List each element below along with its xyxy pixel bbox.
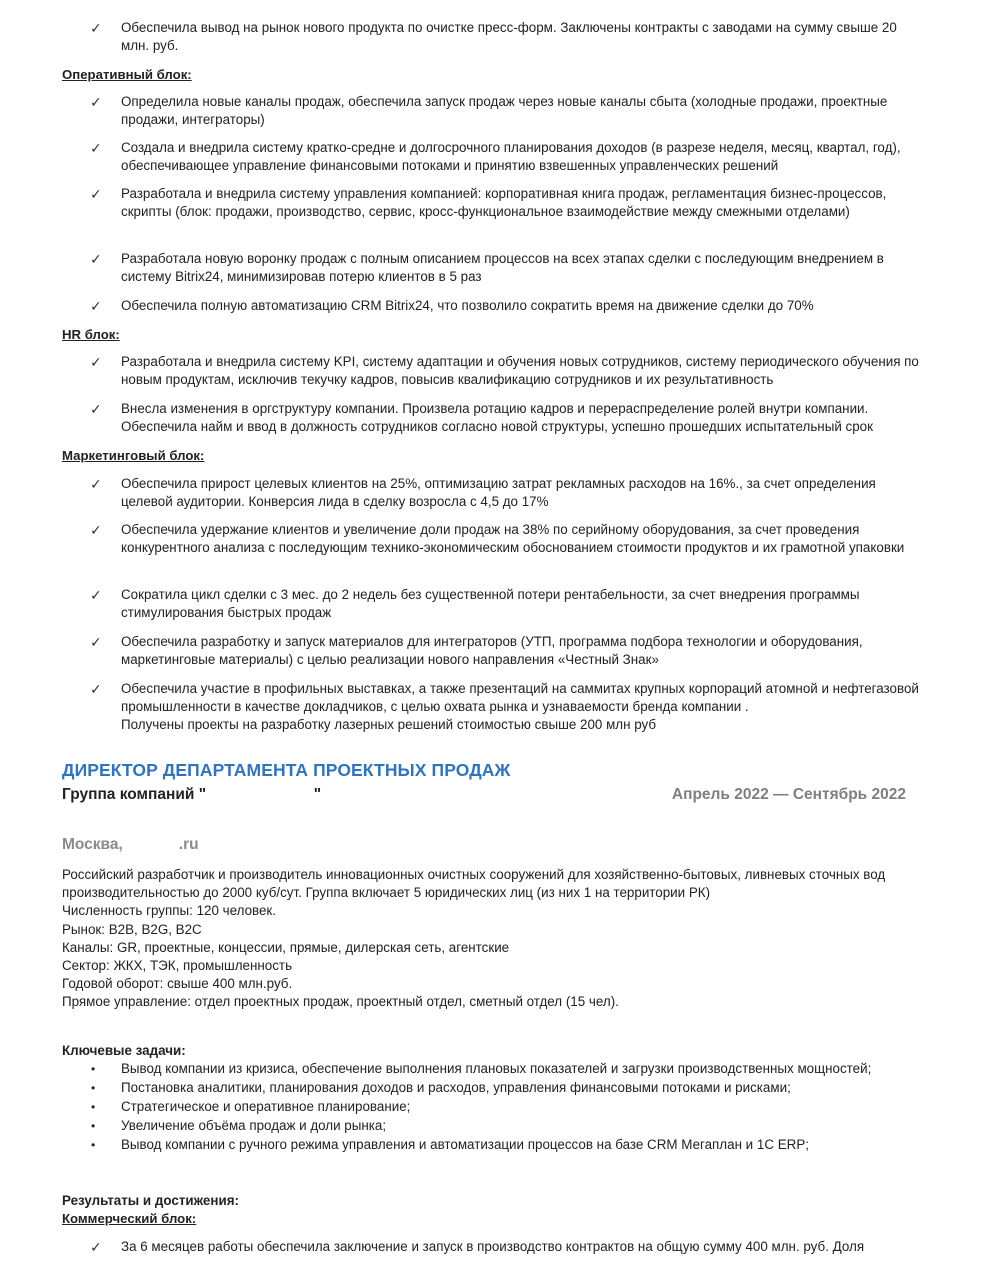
checkmark-icon: ✓ bbox=[90, 186, 102, 202]
list-item-text: Разработала новую воронку продаж с полным описанием процессов на всех этапах сделки с последующим внедрением в систему Bitrix24, минимизировав потерю клиентов в 5 раз bbox=[121, 251, 884, 284]
list-item-text: Сократила цикл сделки с 3 мес. до 2 недель без существенной потери рентабельности, за счет внедрения программы стимулирования быстрых продаж bbox=[121, 587, 860, 620]
bullet-icon: • bbox=[91, 1100, 96, 1114]
list-item-text: Обеспечила вывод на рынок нового продукта по очистке пресс-форм. Заключены контракты с заводами на сумму свыше 20 млн. руб. bbox=[121, 20, 897, 53]
list-item-text: Увеличение объёма продаж и доли рынка; bbox=[121, 1118, 387, 1133]
section-heading-operational: Оперативный блок: bbox=[62, 67, 192, 82]
description-line: Рынок: B2B, B2G, B2C bbox=[62, 921, 202, 937]
key-tasks-heading: Ключевые задачи: bbox=[62, 1043, 186, 1058]
checkmark-icon: ✓ bbox=[90, 634, 102, 650]
checkmark-icon: ✓ bbox=[90, 681, 102, 697]
section-heading-marketing: Маркетинговый блок: bbox=[62, 448, 205, 463]
checkmark-icon: ✓ bbox=[90, 476, 102, 492]
checkmark-icon: ✓ bbox=[90, 20, 102, 36]
list-item-text: Обеспечила прирост целевых клиентов на 25%, оптимизацию затрат рекламных расходов на 16%., за счет определения целевой аудитории. Конверсия лида в сделку возросла с 4,5 до 17% bbox=[121, 476, 876, 509]
list-item-text: За 6 месяцев работы обеспечила заключение и запуск в производство контрактов на общую сумму 400 млн. руб. Доля bbox=[121, 1239, 865, 1254]
job-title: ДИРЕКТОР ДЕПАРТАМЕНТА ПРОЕКТНЫХ ПРОДАЖ bbox=[62, 760, 511, 780]
checkmark-icon: ✓ bbox=[90, 401, 102, 417]
list-item-text: Разработала и внедрила систему KPI, систему адаптации и обучения новых сотрудников, систему периодического обучения по новым продуктам, исключив текучку кадров, повысив квалификацию сотрудников и их результативность bbox=[121, 354, 919, 387]
company-name: Группа компаний " " bbox=[62, 786, 322, 803]
list-item-text: Обеспечила участие в профильных выставках, а также презентаций на саммитах крупных корпораций атомной и нефтегазовой промышленности в качестве докладчиков, с целью охвата рынка и узнаваемости бренда компании . Получены проекты на разработку лазерных решений стоимостью свыше 200 млн руб bbox=[121, 681, 919, 732]
checkmark-icon: ✓ bbox=[90, 522, 102, 538]
list-item-text: Разработала и внедрила систему управления компанией: корпоративная книга продаж, регламентация бизнес-процессов, скрипты (блок: продажи, производство, сервис, кросс-функциональное взаимодействие между смежными отделами) bbox=[121, 186, 887, 219]
section-heading-hr: HR блок: bbox=[62, 327, 120, 342]
description-line: Российский разработчик и производитель инновационных очистных сооружений для хозяйственно-бытовых, ливневых сточных вод производительностью до 2000 куб/сут. Группа включает 5 юридических лиц (из них 1 на территории РК) bbox=[62, 867, 886, 901]
company-location: Москва, .ru bbox=[62, 836, 199, 853]
description-line: Прямое управление: отдел проектных продаж, проектный отдел, сметный отдел (15 чел). bbox=[62, 994, 619, 1010]
checkmark-icon: ✓ bbox=[90, 587, 102, 603]
results-heading: Результаты и достижения: bbox=[62, 1193, 239, 1208]
list-item-text: Создала и внедрила систему кратко-средне и долгосрочного планирования доходов (в разрезе неделя, месяц, квартал, год), обеспечивающее управление финансовыми потоками и принятию взвешенных управленческих решений bbox=[121, 140, 901, 173]
bullet-icon: • bbox=[91, 1119, 96, 1133]
list-item-text: Определила новые каналы продаж, обеспечила запуск продаж через новые каналы сбыта (холодные продажи, проектные продажи, интеграторы) bbox=[121, 94, 888, 127]
employment-dates: Апрель 2022 — Сентябрь 2022 bbox=[671, 786, 906, 803]
checkmark-icon: ✓ bbox=[90, 251, 102, 267]
bullet-icon: • bbox=[91, 1138, 96, 1152]
description-line: Годовой оборот: свыше 400 млн.руб. bbox=[62, 976, 293, 992]
section-heading-commercial: Коммерческий блок: bbox=[62, 1211, 197, 1226]
checkmark-icon: ✓ bbox=[90, 1239, 102, 1255]
list-item-text: Обеспечила разработку и запуск материалов для интеграторов (УТП, программа подбора технологии и оборудования, маркетинговые материалы) с целью реализации нового направления «Честный Знак» bbox=[121, 634, 863, 667]
description-line: Каналы: GR, проектные, концессии, прямые, дилерская сеть, агентские bbox=[62, 939, 510, 955]
list-item-text: Обеспечила удержание клиентов и увеличение доли продаж на 38% по серийному оборудования, за счет проведения конкурентного анализа с последующим технико-экономическим обоснованием стоимости продуктов и их грамотной упаковки bbox=[121, 522, 905, 555]
list-item-text: Вывод компании из кризиса, обеспечение выполнения плановых показателей и загрузки производственных мощностей; bbox=[121, 1061, 872, 1076]
list-item-text: Вывод компании с ручного режима управления и автоматизации процессов на базе CRM Мегаплан и 1С ERP; bbox=[121, 1137, 809, 1152]
checkmark-icon: ✓ bbox=[90, 140, 102, 156]
company-description bbox=[62, 866, 922, 1012]
bullet-icon: • bbox=[91, 1062, 96, 1076]
description-line: Сектор: ЖКХ, ТЭК, промышленность bbox=[62, 958, 293, 974]
checkmark-icon: ✓ bbox=[90, 298, 102, 314]
bullet-icon: • bbox=[91, 1081, 96, 1095]
checkmark-icon: ✓ bbox=[90, 94, 102, 110]
description-line: Численность группы: 120 человек. bbox=[62, 903, 277, 919]
list-item-text: Обеспечила полную автоматизацию CRM Bitrix24, что позволило сократить время на движение сделки до 70% bbox=[121, 298, 814, 313]
list-item-text: Стратегическое и оперативное планирование; bbox=[121, 1099, 411, 1114]
list-item-text: Внесла изменения в оргструктуру компании. Произвела ротацию кадров и перераспределение ролей внутри компании. Обеспечила найм и ввод в должность сотрудников согласно новой структуры, успешно прошедших испытательный срок bbox=[121, 401, 873, 434]
list-item-text: Постановка аналитики, планирования доходов и расходов, управления финансовыми потоками и рисками; bbox=[121, 1080, 791, 1095]
checkmark-icon: ✓ bbox=[90, 354, 102, 370]
